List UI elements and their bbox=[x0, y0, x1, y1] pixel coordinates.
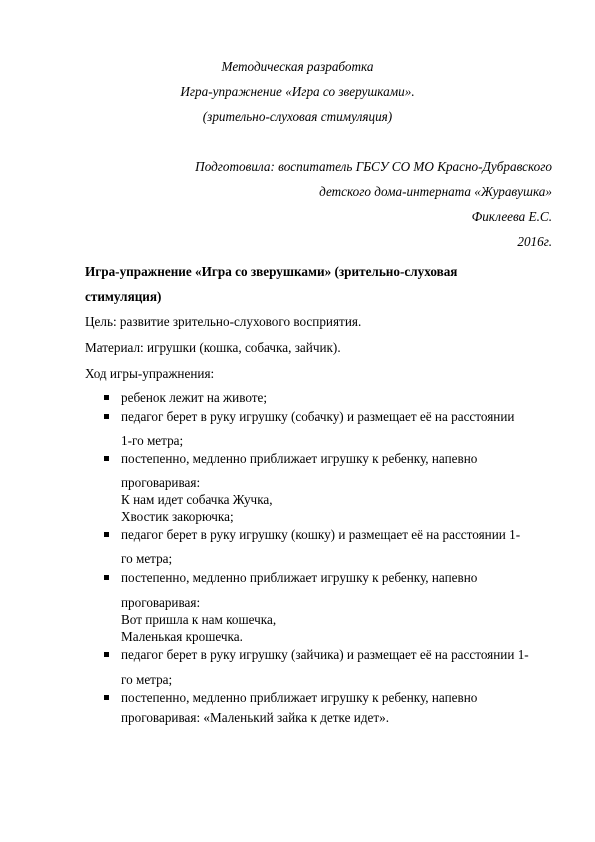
doc-title-heading: Игра-упражнение «Игра со зверушками». bbox=[180, 84, 415, 99]
list-item-continuation: проговаривая: bbox=[121, 595, 201, 610]
bullet-icon bbox=[104, 456, 109, 461]
author-line-2: детского дома-интерната «Журавушка» bbox=[319, 184, 552, 199]
list-item-continuation: го метра; bbox=[121, 672, 173, 687]
doc-type-heading: Методическая разработка bbox=[221, 59, 374, 74]
list-item: постепенно, медленно приближает игрушку к ребенку, напевно bbox=[121, 570, 478, 585]
list-item: педагог берет в руку игрушку (зайчика) и размещает её на расстоянии 1- bbox=[121, 647, 529, 662]
bullet-icon bbox=[104, 395, 109, 400]
bullet-icon bbox=[104, 695, 109, 700]
verse-line: Вот пришла к нам кошечка, bbox=[121, 612, 277, 627]
author-line-1: Подготовила: воспитатель ГБСУ СО МО Красно-Дубравского bbox=[195, 159, 552, 174]
list-item-continuation: 1-го метра; bbox=[121, 433, 184, 448]
verse-line: Маленькая крошечка. bbox=[121, 629, 243, 644]
procedure-heading: Ход игры-упражнения: bbox=[85, 366, 215, 381]
list-item-continuation: проговаривая: bbox=[121, 475, 201, 490]
bullet-icon bbox=[104, 575, 109, 580]
goal-text: Цель: развитие зрительно-слухового восприятия. bbox=[85, 314, 362, 329]
list-item: педагог берет в руку игрушку (кошку) и размещает её на расстоянии 1- bbox=[121, 527, 521, 542]
list-item: постепенно, медленно приближает игрушку к ребенку, напевно bbox=[121, 451, 478, 466]
bullet-icon bbox=[104, 652, 109, 657]
list-item-continuation: го метра; bbox=[121, 551, 173, 566]
list-item: педагог берет в руку игрушку (собачку) и размещает её на расстоянии bbox=[121, 409, 515, 424]
bullet-icon bbox=[104, 414, 109, 419]
list-item: постепенно, медленно приближает игрушку к ребенку, напевно bbox=[121, 690, 478, 705]
section-title-line-2: стимуляция) bbox=[85, 289, 162, 304]
verse-line: К нам идет собачка Жучка, bbox=[121, 492, 273, 507]
doc-subtitle-heading: (зрительно-слуховая стимуляция) bbox=[202, 109, 393, 124]
section-title-line-1: Игра-упражнение «Игра со зверушками» (зрительно-слуховая bbox=[85, 264, 458, 279]
author-name: Фиклеева Е.С. bbox=[471, 209, 552, 224]
list-item: ребенок лежит на животе; bbox=[121, 390, 268, 405]
bullet-icon bbox=[104, 532, 109, 537]
verse-line: Хвостик закорючка; bbox=[121, 509, 234, 524]
list-item-continuation: проговаривая: «Маленький зайка к детке идет». bbox=[121, 710, 390, 725]
material-text: Материал: игрушки (кошка, собачка, зайчик). bbox=[85, 340, 341, 355]
author-year: 2016г. bbox=[517, 234, 552, 249]
